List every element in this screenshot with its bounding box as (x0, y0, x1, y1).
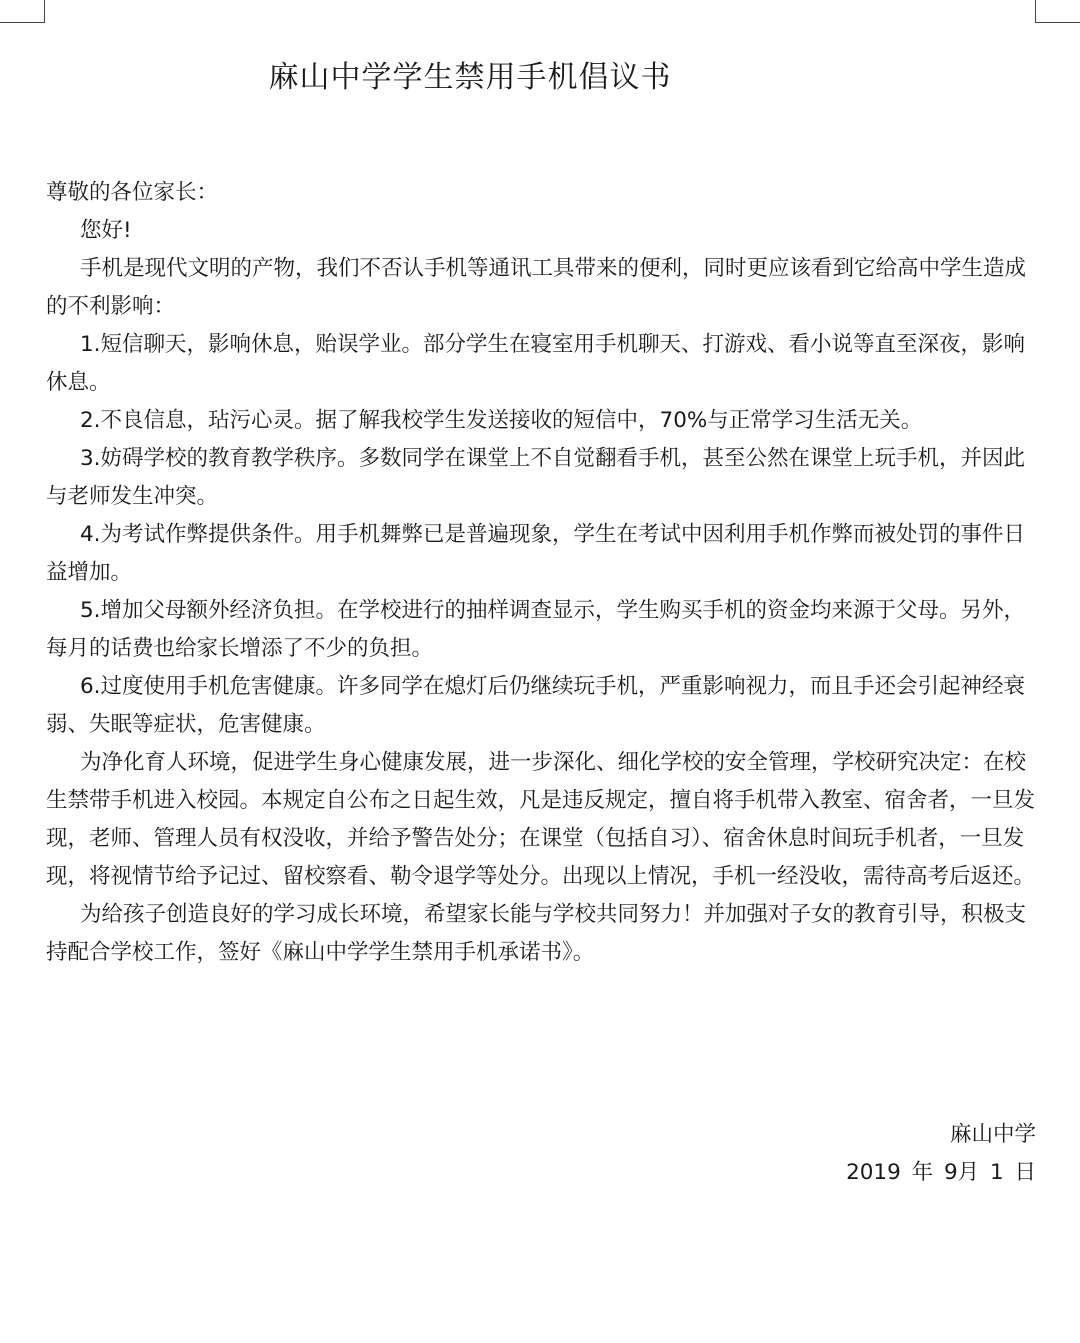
intro-paragraph: 手机是现代文明的产物，我们不否认手机等通讯工具带来的便利，同时更应该看到它给高中学生造成的不利影响： (46, 256, 1027, 319)
point-6: 6.过度使用手机危害健康。许多同学在熄灯后仍继续玩手机，严重影响视力，而且手还会引起神经衰弱、失眠等症状，危害健康。 (46, 674, 1026, 737)
point-2: 2.不良信息，玷污心灵。据了解我校学生发送接收的短信中，70%与正常学习生活无关。 (80, 408, 923, 433)
point-3: 3.妨碍学校的教育教学秩序。多数同学在课堂上不自觉翻看手机，甚至公然在课堂上玩手机，并因此与老师发生冲突。 (46, 446, 1026, 509)
point-1: 1.短信聊天，影响休息，贻误学业。部分学生在寝室用手机聊天、打游戏、看小说等直至深夜，影响休息。 (46, 332, 1026, 395)
point-5: 5.增加父母额外经济负担。在学校进行的抽样调查显示，学生购买手机的资金均来源于父母。另外，每月的话费也给家长增添了不少的负担。 (46, 598, 1026, 661)
greeting: 您好! (80, 218, 132, 243)
closing-paragraph: 为给孩子创造良好的学习成长环境，希望家长能与学校共同努力！并加强对子女的教育引导，积极支持配合学校工作，签好《麻山中学学生禁用手机承诺书》。 (46, 902, 1027, 965)
crop-mark-top-right (1035, 0, 1080, 23)
point-4: 4.为考试作弊提供条件。用手机舞弊已是普遍现象，学生在考试中因利用手机作弊而被处罚的事件日益增加。 (46, 522, 1026, 585)
crop-mark-top-left (0, 0, 45, 23)
signature-block (846, 1116, 1036, 1192)
signature-date: 2019 年 9月 1 日 (846, 1160, 1036, 1185)
document-title: 麻山中学学生禁用手机倡议书 (268, 60, 672, 95)
decision-paragraph: 为净化育人环境，促进学生身心健康发展，进一步深化、细化学校的安全管理，学校研究决定：在校生禁带手机进入校园。本规定自公布之日起生效，凡是违反规定，擅自将手机带入教室、宿舍者，一旦发现，老师、管理人员有权没收，并给予警告处分；在课堂（包括自习）、宿舍休息时间玩手机者，一旦发现，将视情节给予记过、留校察看、勒令退学等处分。出现以上情况，手机一经没收，需待高考后返还。 (46, 750, 1036, 889)
salutation: 尊敬的各位家长： (46, 180, 219, 205)
signature-school: 麻山中学 (949, 1122, 1036, 1147)
document-body (46, 174, 1038, 972)
